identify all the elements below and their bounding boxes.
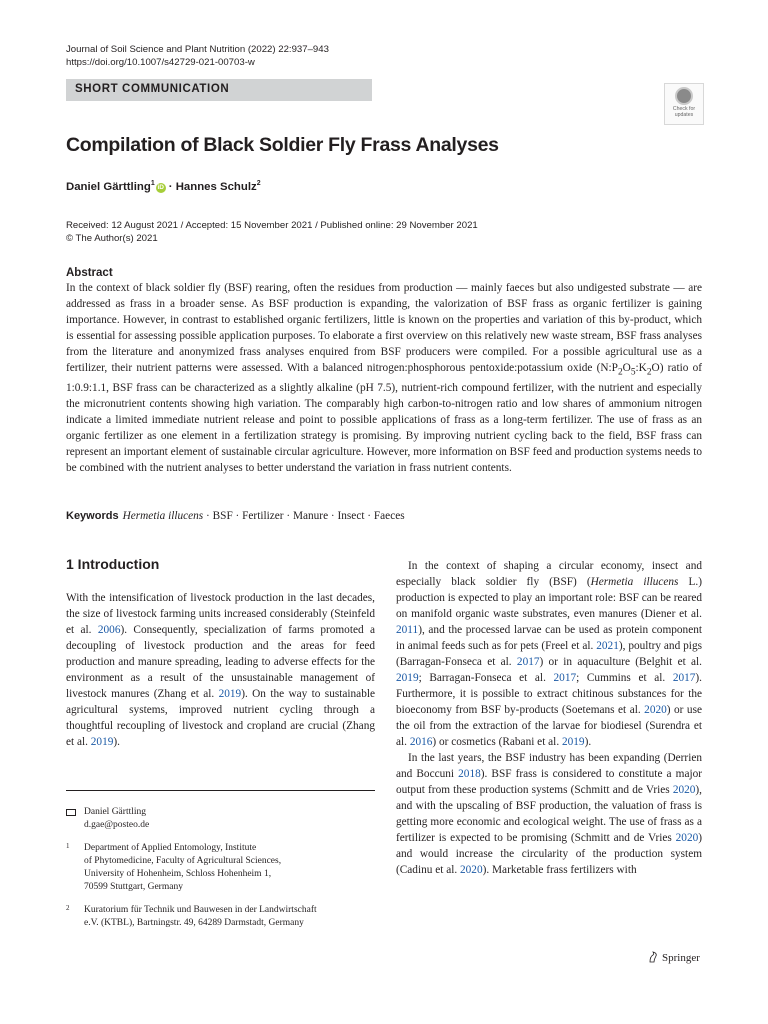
paragraph bbox=[66, 590, 375, 750]
check-updates-icon bbox=[675, 87, 693, 105]
text-run: ), poultry and pigs (Barragan-Fonseca et al. bbox=[396, 640, 702, 668]
text-run: With the intensification of livestock production in the last decades, the size of livestock farming units increased considerably (Steinfeld et al. bbox=[66, 592, 375, 636]
citation-link[interactable]: 2020 bbox=[644, 704, 667, 716]
envelope-icon bbox=[66, 809, 76, 816]
check-for-updates-badge[interactable] bbox=[664, 83, 704, 125]
italic-text: Hermetia illucens bbox=[590, 576, 679, 588]
section-label-bar bbox=[66, 79, 372, 101]
text-run: ) or cosmetics (Rabani et al. bbox=[432, 736, 562, 748]
springer-horse-icon bbox=[648, 951, 658, 963]
text-run: In the context of shaping a circular economy, insect and especially black soldier fly (BSF) ( bbox=[396, 560, 702, 588]
citation-link[interactable]: 2019 bbox=[396, 672, 419, 684]
citation-link[interactable]: 2019 bbox=[90, 736, 114, 748]
text-run: ). Consequently, specialization of farms promoted a decoupling of livestock production and the areas for feed production and manure spreading, leading to adverse effects for the environment as a result of the unsustainable management of livestock manures (Zhang et al. bbox=[66, 624, 376, 700]
text-run: ). Furthermore, it is possible to extract chitinous substances for the bioeconomy from BSF by-products (Soetemans et al. bbox=[396, 672, 702, 716]
author-affiliation-mark: 1 bbox=[150, 180, 155, 187]
text-run: ) or in aquaculture (Belghit et al. bbox=[539, 656, 703, 668]
citation-link[interactable]: 2019 bbox=[561, 736, 585, 748]
abstract-text: In the context of black soldier fly (BSF) rearing, often the residues from production — mainly faeces but also undigested substrate — are addressed as frass in a broader sense. As BSF production is expanding, the valorization of BSF frass as organic fertilizer is gaining importance. However, in contrast to established organic fertilizers, little is known on the properties and variation of this by-product, which is essential for assessing possible application purposes. To elaborate a first overview on this relatively new waste stream, BSF frass analyses from the literature and anonymized frass analyses enquired from BSF producers were compiled. For a possible agricultural use as a fertilizer, their nutrient patterns were assessed. With a balanced nitrogen:phosphorous pentoxide:potassium oxide $(N:P_2O_5:K_2O)$ ratio of 1:0.9:1.1, BSF frass can be characterized as a slightly alkaline (pH 7.5), nutrient-rich compound fertilizer, with the nutrient and especially the micronutrient contents showing high variation. The comparably high carbon-to-nitrogen ratio and low shares of ammonium nitrogen indicate a limited immediate nutrient release and point to possible applications of frass as a long-term fertilizer. The use of frass as an organic fertilizer as one element in a fertilization strategy is promising. By improving nutrient cycling back to the field, BSF frass can represent an important element of sustainable circular agriculture. However, more information on BSF feed and production systems needs to be combined with the nutrient analyses to better understand the variation in frass nutrient contents. bbox=[66, 282, 702, 475]
citation-link[interactable]: 2011 bbox=[396, 624, 419, 636]
citation-link[interactable]: 2020 bbox=[672, 784, 696, 796]
affiliation-number: 1 bbox=[66, 842, 70, 850]
citation-link[interactable]: 2016 bbox=[409, 736, 433, 748]
keywords-label: Keywords bbox=[66, 510, 119, 522]
publisher-name: Springer bbox=[662, 952, 700, 964]
text-run: ), and with the upscaling of BSF production, the valuation of frass is getting more economic and ecological weight. The use of frass as a fertilizer is expected to be promising (Schmitt and de Vries bbox=[396, 784, 702, 844]
affiliation-1 bbox=[66, 842, 376, 896]
published-date: / Published online: 29 November 2021 bbox=[315, 220, 478, 231]
body-column-left bbox=[66, 590, 375, 750]
affiliation-2 bbox=[66, 904, 376, 932]
text-run: L.) production is expected to play an important role: BSF can be reared on manifold organic waste substrates, even manures (Diener et al. bbox=[396, 576, 702, 620]
keyword-italic: Hermetia illucens bbox=[122, 510, 204, 522]
affiliation-line: University of Hohenheim, Schloss Hohenheim 1, bbox=[84, 869, 272, 879]
affiliation-line: Department of Applied Entomology, Institute bbox=[84, 843, 257, 853]
keywords bbox=[66, 510, 405, 522]
badge-line-2: updates bbox=[674, 112, 694, 118]
citation-link[interactable]: 2017 bbox=[516, 656, 540, 668]
doi-link[interactable]: https://doi.org/10.1007/s42729-021-00703-w bbox=[66, 57, 255, 68]
affiliation-number: 2 bbox=[66, 904, 70, 912]
body-column-right bbox=[396, 558, 702, 878]
paragraph bbox=[396, 558, 702, 750]
citation-link[interactable]: 2019 bbox=[218, 688, 242, 700]
text-run: ) or use the oil from the extraction of the larvae for biodiesel (Surendra et al. bbox=[396, 704, 702, 748]
keyword-list: · BSF · Fertilizer · Manure · Insect · Faeces bbox=[203, 510, 405, 522]
author-name: Hannes Schulz bbox=[175, 180, 257, 193]
section-label: SHORT COMMUNICATION bbox=[75, 83, 230, 95]
text-run: ). On the way to sustainable agricultural systems, improved nutrient cycling through a thoughtful recoupling of livestock and cropland are crucial (Zhang et al. bbox=[66, 688, 375, 748]
journal-line: Journal of Soil Science and Plant Nutrition (2022) 22:937–943 bbox=[66, 44, 329, 55]
text-run: ; Barragan-Fonseca et al. bbox=[418, 672, 554, 684]
text-run: In the last years, the BSF industry has been expanding (Derrien and Boccuni bbox=[396, 752, 702, 780]
author-separator: · bbox=[168, 180, 173, 193]
text-run: ). BSF frass is considered to constitute a major output from these production systems (Schmitt and de Vries bbox=[396, 768, 703, 796]
badge-line-1: Check for bbox=[672, 106, 696, 112]
received-accepted-dates: Received: 12 August 2021 / Accepted: 15 November 2021 bbox=[66, 220, 313, 231]
orcid-icon[interactable]: iD bbox=[157, 183, 164, 191]
contact-name: Daniel Gärttling bbox=[84, 807, 146, 817]
footnote-divider bbox=[66, 790, 375, 791]
citation-link[interactable]: 2018 bbox=[458, 768, 481, 780]
affiliation-line: of Phytomedicine, Faculty of Agricultural Sciences, bbox=[84, 856, 282, 866]
text-run: ). Marketable frass fertilizers with bbox=[482, 864, 637, 876]
publication-dates bbox=[66, 219, 478, 245]
affiliation-line: e.V. (KTBL), Bartningstr. 49, 64289 Darmstadt, Germany bbox=[84, 918, 304, 928]
text-run: ) and would increase the circularity of the production system (Cadinu et al. bbox=[396, 832, 702, 876]
citation-link[interactable]: 2017 bbox=[553, 672, 577, 684]
text-run: ), and the processed larvae can be used as protein component in animal feeds such as for pets (Freel et al. bbox=[396, 624, 702, 652]
author-list bbox=[66, 180, 261, 193]
citation-link[interactable]: 2017 bbox=[672, 672, 696, 684]
journal-citation bbox=[66, 43, 329, 69]
author-affiliation-mark: 2 bbox=[256, 180, 261, 187]
affiliation-line: 70599 Stuttgart, Germany bbox=[84, 882, 183, 892]
citation-link[interactable]: 2020 bbox=[460, 864, 483, 876]
citation-link[interactable]: 2020 bbox=[675, 832, 699, 844]
text-run: ). bbox=[584, 736, 592, 748]
contact-email[interactable]: d.gae@posteo.de bbox=[84, 820, 150, 830]
affiliation-line: Kuratorium für Technik und Bauwesen in der Landwirtschaft bbox=[84, 905, 317, 915]
copyright-line: © The Author(s) 2021 bbox=[66, 233, 158, 244]
text-run: ; Cummins et al. bbox=[576, 672, 673, 684]
abstract-heading: Abstract bbox=[66, 267, 113, 279]
citation-link[interactable]: 2021 bbox=[596, 640, 619, 652]
text-run: ). bbox=[113, 736, 120, 748]
section-heading: 1 Introduction bbox=[66, 556, 160, 572]
paper-title: Compilation of Black Soldier Fly Frass Analyses bbox=[66, 134, 499, 156]
author-name: Daniel Gärttling bbox=[66, 180, 151, 193]
correspondence bbox=[66, 806, 376, 834]
citation-link[interactable]: 2006 bbox=[97, 624, 121, 636]
publisher-logo bbox=[648, 951, 700, 964]
paragraph bbox=[396, 750, 702, 878]
